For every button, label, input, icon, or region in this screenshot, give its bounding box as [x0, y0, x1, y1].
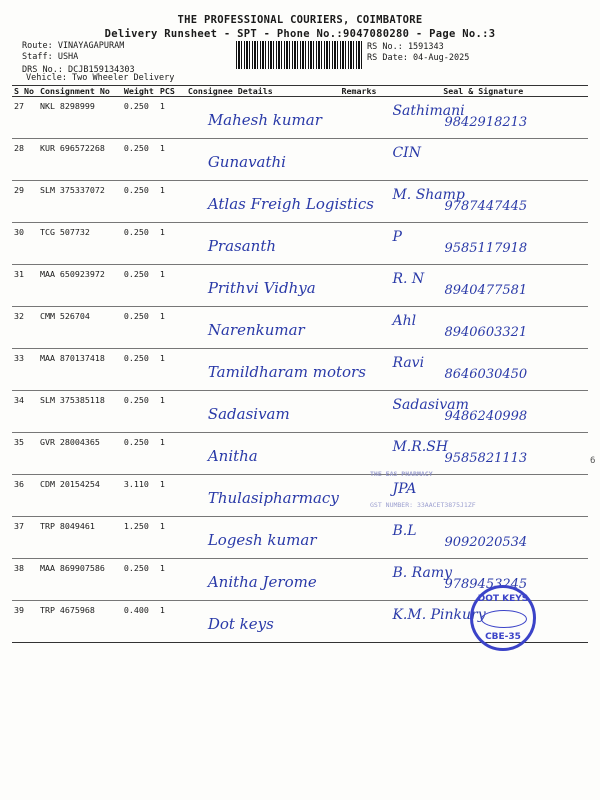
remarks-cell	[340, 223, 379, 265]
remarks-cell	[340, 559, 379, 601]
consignee-cell	[186, 307, 340, 349]
sno-cell: 28	[12, 139, 38, 181]
consignee-handwriting: Anitha	[207, 447, 258, 465]
weight-cell: 0.250	[122, 391, 158, 433]
pharmacy-stamp	[370, 470, 570, 528]
weight-cell: 0.250	[122, 181, 158, 223]
col-sno: S No	[12, 86, 38, 97]
route-info	[22, 41, 135, 76]
consignee-handwriting: Prithvi Vidhya	[207, 279, 316, 297]
consignment-cell: GVR 28004365	[38, 433, 122, 475]
pcs-cell: 1	[158, 139, 186, 181]
signature-cell	[378, 391, 588, 433]
table-row	[12, 97, 588, 139]
signature-handwriting: M.R.SH	[392, 439, 449, 455]
table-row	[12, 349, 588, 391]
consignee-handwriting: Logesh kumar	[207, 531, 317, 549]
consignee-handwriting: Atlas Freigh Logistics	[207, 195, 374, 213]
signature-handwriting: M. Shamp	[392, 187, 465, 203]
consignment-cell: MAA 870137418	[38, 349, 122, 391]
pcs-cell: 1	[158, 181, 186, 223]
sno-cell: 33	[12, 349, 38, 391]
phone-handwriting: 9842918213	[444, 115, 528, 130]
consignee-cell	[186, 97, 340, 139]
weight-cell: 0.250	[122, 349, 158, 391]
sno-cell: 29	[12, 181, 38, 223]
consignment-cell: MAA 869907586	[38, 559, 122, 601]
phone-handwriting: 9486240998	[444, 409, 528, 424]
consignee-cell	[186, 475, 340, 517]
signature-handwriting: Ahl	[392, 313, 417, 329]
col-consignment: Consignment No	[38, 86, 122, 97]
rs-number: RS No.: 1591343	[367, 42, 444, 52]
col-consignee: Consignee Details	[186, 86, 340, 97]
phone-handwriting: 9789453245	[444, 577, 528, 592]
consignee-handwriting: Gunavathi	[207, 153, 286, 171]
stamp-name: THE EAS PHARMACY	[370, 470, 433, 478]
rs-info	[367, 42, 469, 64]
consignee-cell	[186, 601, 340, 643]
phone-handwriting: 9585117918	[444, 241, 528, 256]
consignee-cell	[186, 349, 366, 391]
phone-handwriting: 9787447445	[444, 199, 528, 214]
signature-cell	[378, 97, 588, 139]
consignment-cell: TCG 507732	[38, 223, 122, 265]
consignee-handwriting: Sadasivam	[207, 405, 290, 423]
pcs-cell: 1	[158, 349, 186, 391]
consignee-handwriting: Anitha Jerome	[207, 573, 317, 591]
consignee-handwriting: Prasanth	[207, 237, 277, 255]
margin-mark: 6	[590, 456, 596, 466]
sno-cell: 31	[12, 265, 38, 307]
sno-cell: 35	[12, 433, 38, 475]
sno-cell: 34	[12, 391, 38, 433]
consignee-cell	[186, 265, 340, 307]
runsheet-subtitle: Delivery Runsheet - SPT - Phone No.:9047080280 - Page No.:3	[104, 28, 496, 40]
pcs-cell: 1	[158, 559, 186, 601]
staff-label: Staff: USHA	[22, 52, 79, 62]
pcs-cell: 1	[158, 223, 186, 265]
signature-handwriting: B. Ramy	[392, 565, 453, 581]
route-label: Route: VINAYAGAPURAM	[22, 41, 125, 51]
table-row	[12, 391, 588, 433]
signature-cell	[378, 349, 588, 391]
col-pcs: PCS	[158, 86, 186, 97]
stamp-gst: GST NUMBER: 33AACET3875J1ZF	[370, 501, 476, 509]
remarks-cell	[340, 391, 379, 433]
pcs-cell: 1	[158, 97, 186, 139]
weight-cell: 3.110	[122, 475, 158, 517]
signature-handwriting: R. N	[392, 271, 425, 287]
consignee-handwriting: Dot keys	[207, 615, 274, 633]
remarks-cell	[340, 433, 379, 475]
table-row	[12, 265, 588, 307]
remarks-cell	[340, 601, 379, 643]
company-title: THE PROFESSIONAL COURIERS, COIMBATORE	[177, 14, 423, 26]
phone-handwriting: 8940477581	[444, 283, 528, 298]
sno-cell: 37	[12, 517, 38, 559]
signature-handwriting: CIN	[392, 145, 421, 161]
signature-handwriting: JPA	[392, 481, 417, 497]
weight-cell: 0.400	[122, 601, 158, 643]
consignee-handwriting: Narenkumar	[207, 321, 305, 339]
col-remarks: Remarks	[341, 86, 377, 96]
consignment-cell: KUR 696572268	[38, 139, 122, 181]
consignee-handwriting: Mahesh kumar	[207, 111, 322, 129]
table-row	[12, 433, 588, 475]
consignment-cell: MAA 650923972	[38, 265, 122, 307]
sno-cell: 36	[12, 475, 38, 517]
consignee-handwriting: Thulasipharmacy	[207, 489, 339, 507]
col-weight: Weight	[122, 86, 158, 97]
signature-handwriting: Sadasivam	[392, 397, 469, 413]
consignment-cell: CMM 526704	[38, 307, 122, 349]
weight-cell: 0.250	[122, 433, 158, 475]
pcs-cell: 1	[158, 475, 186, 517]
signature-handwriting: P	[392, 229, 402, 245]
pcs-cell: 1	[158, 265, 186, 307]
signature-cell	[378, 223, 588, 265]
consignee-cell	[186, 181, 374, 223]
col-signature: Seal & Signature	[378, 86, 588, 97]
consignment-cell: SLM 375337072	[38, 181, 122, 223]
signature-cell	[378, 307, 588, 349]
table-row	[12, 181, 588, 223]
sno-cell: 38	[12, 559, 38, 601]
signature-cell	[378, 433, 588, 475]
weight-cell: 0.250	[122, 139, 158, 181]
signature-handwriting: B.L	[392, 523, 417, 539]
consignee-cell	[186, 391, 340, 433]
signature-handwriting: Ravi	[392, 355, 425, 371]
consignee-cell	[186, 139, 340, 181]
consignment-cell: TRP 8049461	[38, 517, 122, 559]
table-row	[12, 307, 588, 349]
consignment-cell: TRP 4675968	[38, 601, 122, 643]
weight-cell: 0.250	[122, 307, 158, 349]
consignee-cell	[186, 559, 340, 601]
weight-cell: 0.250	[122, 559, 158, 601]
phone-handwriting: 9092020534	[444, 535, 528, 550]
remarks-cell	[340, 97, 379, 139]
consignment-cell: CDM 20154254	[38, 475, 122, 517]
consignee-cell	[186, 223, 340, 265]
drs-label: DRS No.: DCJB159134303	[22, 65, 135, 75]
signature-cell	[378, 265, 588, 307]
sno-cell: 39	[12, 601, 38, 643]
consignment-cell: SLM 375385118	[38, 391, 122, 433]
seal-top-text: DOT KEYS	[477, 594, 529, 604]
table-header	[12, 86, 588, 97]
phone-handwriting: 9585821113	[444, 451, 528, 466]
seal-center	[481, 610, 527, 628]
consignee-handwriting: Tamildharam motors	[207, 363, 366, 381]
weight-cell: 0.250	[122, 97, 158, 139]
weight-cell: 0.250	[122, 223, 158, 265]
sno-cell: 30	[12, 223, 38, 265]
phone-handwriting: 8940603321	[444, 325, 528, 340]
company-seal	[470, 585, 536, 651]
remarks-cell	[340, 307, 379, 349]
weight-cell: 0.250	[122, 265, 158, 307]
table-row	[12, 139, 588, 181]
remarks-cell	[340, 139, 379, 181]
barcode	[236, 41, 362, 69]
consignee-cell	[186, 433, 340, 475]
vehicle-label: Vehicle: Two Wheeler Delivery	[26, 73, 175, 83]
consignment-cell: NKL 8298999	[38, 97, 122, 139]
signature-cell	[378, 181, 588, 223]
sno-cell: 27	[12, 97, 38, 139]
signature-handwriting: Sathimani	[392, 103, 465, 119]
signature-cell	[378, 139, 588, 181]
sno-cell: 32	[12, 307, 38, 349]
phone-handwriting: 8646030450	[444, 367, 528, 382]
rs-date: RS Date: 04-Aug-2025	[367, 53, 470, 63]
pcs-cell: 1	[158, 601, 186, 643]
pcs-cell: 1	[158, 517, 186, 559]
seal-bottom-text: CBE-35	[485, 632, 521, 642]
remarks-cell	[340, 265, 379, 307]
pcs-cell: 1	[158, 391, 186, 433]
table-row	[12, 223, 588, 265]
consignee-cell	[186, 517, 340, 559]
runsheet-table	[12, 85, 588, 643]
pcs-cell: 1	[158, 307, 186, 349]
pcs-cell: 1	[158, 433, 186, 475]
weight-cell: 1.250	[122, 517, 158, 559]
signature-handwriting: K.M. Pinkury	[392, 607, 486, 623]
